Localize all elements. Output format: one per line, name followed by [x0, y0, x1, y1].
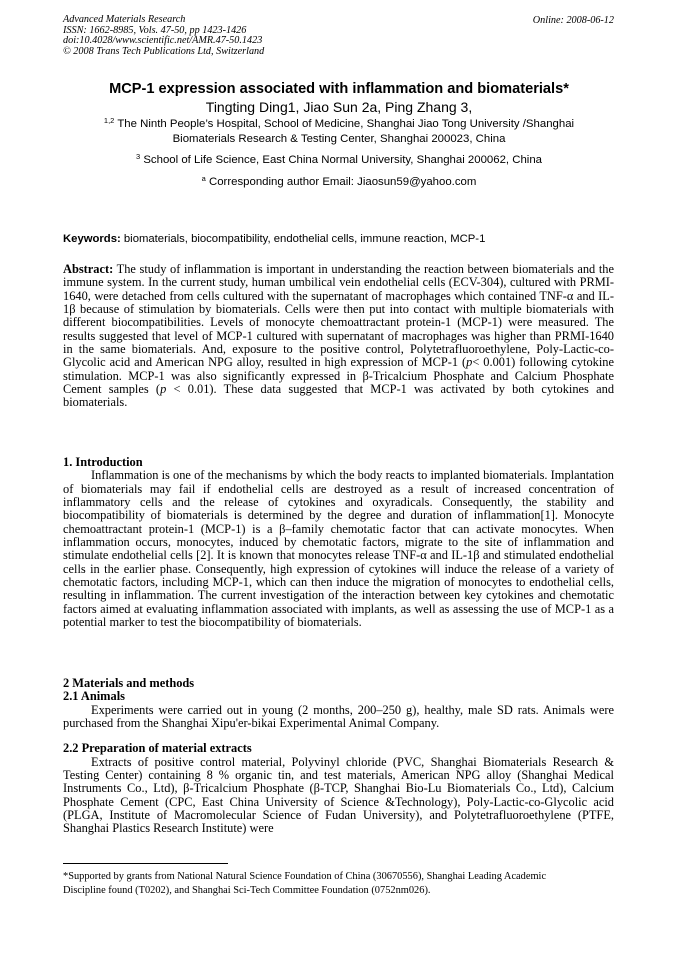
- journal-header: [63, 15, 264, 57]
- footnote-rule: [63, 863, 228, 864]
- affiliation-3-text: Corresponding author Email: Jiaosun59@yahoo.com: [205, 176, 477, 188]
- methods-section: [63, 677, 614, 836]
- journal-name: Advanced Materials Research: [63, 14, 186, 25]
- corresponding-author: [60, 175, 618, 190]
- journal-copyright: © 2008 Trans Tech Publications Ltd, Switzerland: [63, 45, 265, 57]
- paper-title: MCP-1 expression associated with inflammation and biomaterials*: [109, 81, 569, 97]
- methods-heading: 2 Materials and methods: [63, 676, 195, 690]
- keywords-text: biomaterials, biocompatibility, endothelial cells, immune reaction, MCP-1: [120, 233, 486, 245]
- abstract-end: < 0.01). These data suggested that MCP-1 was activated by both cytokines and biomaterials.: [63, 382, 615, 410]
- abstract-p2: p: [160, 382, 167, 397]
- abstract-text: The study of inflammation is important in understanding the reaction between biomaterials and the immune system. In the current study, human umbilical vein endothelial cells (ECV-304), cultured with PRMI-1640, were detached from cells cultured with the supernatant of macrophages which contained TNF-α and IL-1β because of stimulation by biomaterials. Cells were then put into contact with multiple biomaterials with different biocompatibilities. Levels of monocyte chemoattractant protein-1 (MCP-1) were measured. The results suggested that level of MCP-1 cultured with supernatant of macrophages was higher than PRMI-1640 in the same biomaterials. And, exposure to the positive control, Polytetrafluoroethylene, Poly-Lactic-co-Glycolic acid and American NPG alloy, resulted in high expression of MCP-1 (: [63, 262, 614, 370]
- journal-issn: ISSN: 1662-8985, Vols. 47-50, pp 1423-1426: [63, 24, 247, 36]
- affiliation-2-sup: 3: [135, 152, 141, 161]
- affiliation-1-cont: Biomaterials Research & Testing Center, Shanghai 200023, China: [172, 133, 506, 145]
- extracts-heading: 2.2 Preparation of material extracts: [63, 741, 252, 756]
- abstract: [63, 263, 614, 410]
- keywords-label: Keywords:: [63, 233, 121, 245]
- journal-doi: doi:10.4028/www.scientific.net/AMR.47-50.1423: [63, 35, 263, 47]
- animals-heading: 2.1 Animals: [63, 689, 125, 704]
- paper-authors: Tingting Ding1, Jiao Sun 2a, Ping Zhang 3,: [205, 99, 473, 115]
- affiliation-2-text: School of Life Science, East China Normal University, Shanghai 200062, China: [140, 154, 543, 166]
- introduction-section: [63, 456, 614, 629]
- affiliation-2: [60, 153, 618, 168]
- introduction-heading: 1. Introduction: [63, 455, 143, 469]
- keywords: [63, 233, 614, 245]
- affiliation-1-text: The Ninth People’s Hospital, School of Medicine, Shanghai Jiao Tong University /Shanghai: [114, 118, 575, 130]
- abstract-p1: p: [466, 355, 473, 370]
- extracts-text: Extracts of positive control material, Polyvinyl chloride (PVC, Shanghai Biomaterials Research & Testing Center) containing 8 % organic tin, and test materials, American NPG alloy (Shanghai Medical Instruments Co., Ltd), β-Tricalcium Phosphate (β-TCP, Shanghai Bio-Lu Biomaterials Co., Ltd), Calcium Phosphate Cement (CPC, East China University of Science &Technology), Poly-Lactic-co-Glycolic acid (PLGA, Institute of Macromolecular Science of Fudan University), and Polytetrafluoroethylene (PTFE, Shanghai Plastics Research Institute) were: [63, 754, 614, 836]
- affiliation-1: [60, 117, 618, 147]
- abstract-mid: < 0.001) following cytokine stimulation. MCP-1 was also significantly expressed in β-Tricalcium Phosphate and Calcium Phosphate Cement samples (: [63, 355, 614, 397]
- online-date: Online: 2008-06-12: [532, 15, 614, 26]
- abstract-label: Abstract:: [63, 262, 114, 276]
- animals-text: Experiments were carried out in young (2 months, 200–250 g), healthy, male SD rats. Animals were purchased from the Shanghai Xipu'er-bikai Experimental Animal Company.: [63, 702, 614, 731]
- footnote: *Supported by grants from National Natural Science Foundation of China (30670556), Shanghai Leading Academic Discipline found (T0202), and Shanghai Sci-Tech Committee Foundation (0752nm026).: [63, 871, 547, 896]
- introduction-text: Inflammation is one of the mechanisms by which the body reacts to implanted biomaterials. Implantation of biomaterials may fail if endothelial cells are destroyed as a result of increased concentration of inflammatory cells and the release of cytokines and oxyradicals. Consequently, the stability and biocompatibility of biomaterials is determined by the degree and duration of inflammation[1]. Monocyte chemoattractant protein-1 (MCP-1) is a β–family chemotatic factor that can activate monocytes. When inflammation occurs, monocytes, induced by chemotatic factors, migrate to the site of inflammation and stimulate endothelial cells [2]. It is known that monocytes release TNF-α and IL-1β and stimulated endothelial cells in the earlier phase. Consequently, high expression of cytokines will induce the release of a variety of chemotatic factors, including MCP-1, which can then induce the migration of monocytes to endothelial cells, resulting in inflammation. The current investigation of the interaction between key cytokines and chemotatic factors aimed at evaluating inflammation associated with implants, as well as assessing the use of MCP-1 as a potential marker to test the biocompatibility of biomaterials.: [63, 468, 614, 630]
- affiliation-1-sup: 1,2: [103, 116, 115, 125]
- affiliation-3-sup: a: [201, 174, 206, 183]
